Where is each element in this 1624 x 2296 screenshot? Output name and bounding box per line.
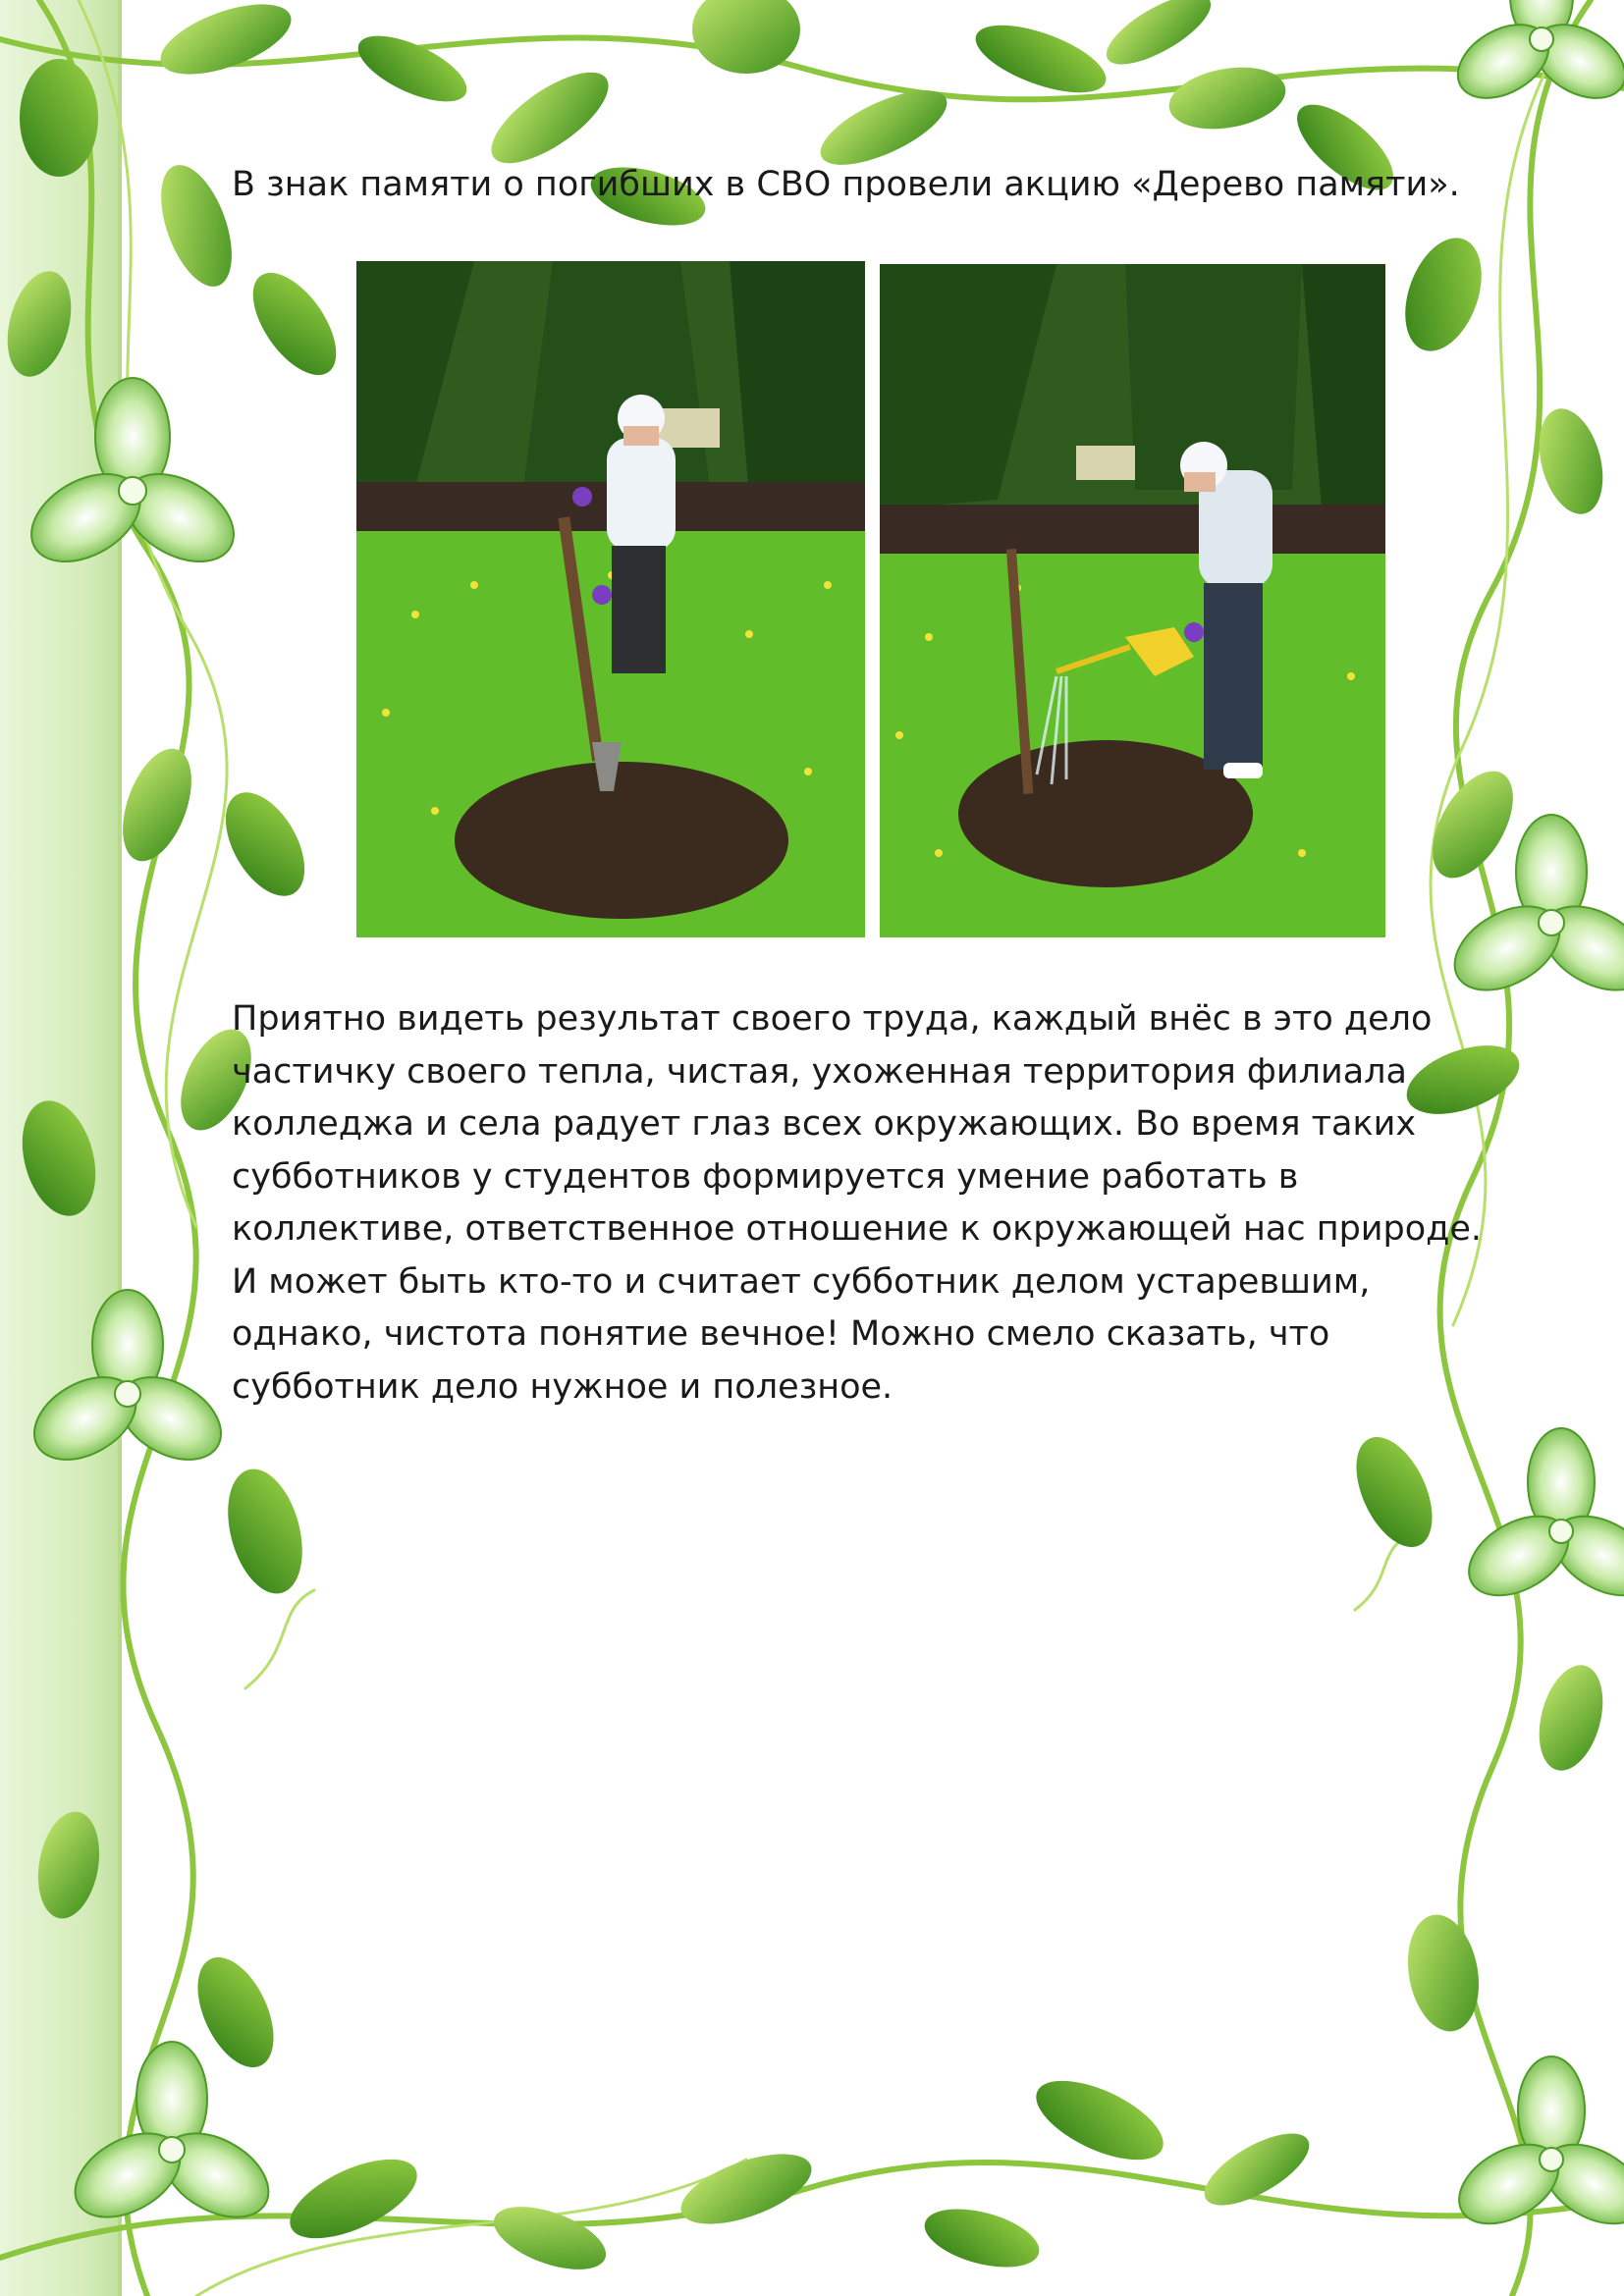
text-line: субботников у студентов формируется умение работать в bbox=[232, 1156, 1299, 1197]
article-body-text bbox=[232, 993, 1508, 1414]
photo-caption: В знак памяти о погибших в СВО провели акцию «Дерево памяти». bbox=[232, 165, 1460, 204]
text-line: однако, чистота понятие вечное! Можно смело сказать, что bbox=[232, 1314, 1330, 1354]
text-line: колледжа и села радует глаз всех окружающих. Во время таких bbox=[232, 1104, 1417, 1144]
text-line: частичку своего тепла, чистая, ухоженная территория филиала bbox=[232, 1051, 1407, 1092]
text-line: И может быть кто-то и считает субботник делом устаревшим, bbox=[232, 1261, 1371, 1302]
text-line: коллективе, ответственное отношение к окружающей нас природе. bbox=[232, 1209, 1483, 1249]
photo-planting-digging bbox=[356, 261, 865, 937]
photo-planting-watering bbox=[880, 264, 1385, 937]
text-line: Приятно видеть результат своего труда, каждый внёс в это дело bbox=[232, 999, 1433, 1039]
text-line: субботник дело нужное и полезное. bbox=[232, 1366, 893, 1407]
